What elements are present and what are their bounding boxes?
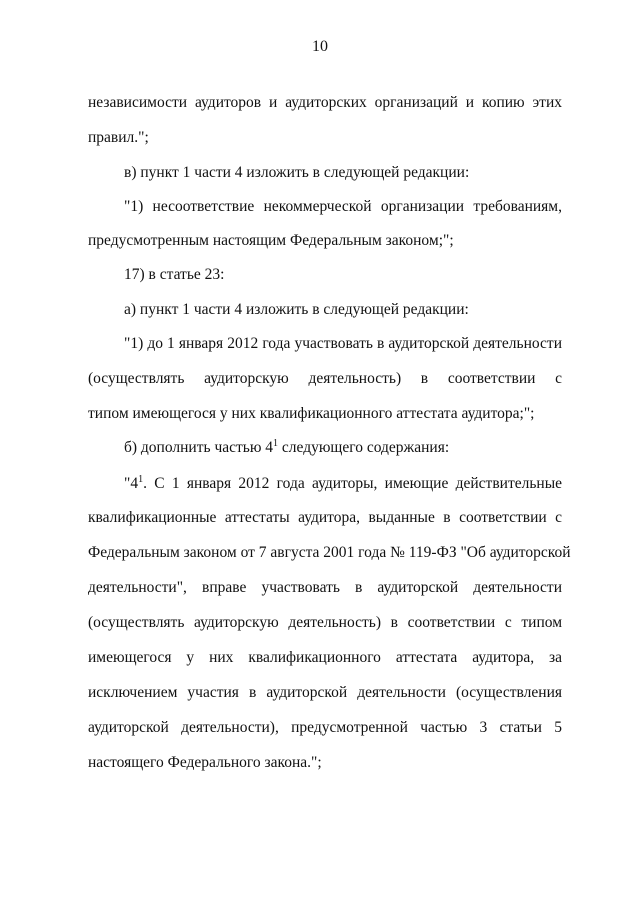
text-fragment: б) дополнить частью 4 bbox=[124, 439, 274, 456]
text-line: типом имеющегося у них квалификационного аттестата аудитора;"; bbox=[88, 405, 535, 422]
text-fragment: "4 bbox=[124, 475, 139, 492]
text-line bbox=[124, 474, 562, 494]
text-line: квалификационные аттестаты аудитора, выданные в соответствии с bbox=[88, 509, 562, 526]
text-fragment: . С 1 января 2012 года аудиторы, имеющие действительные bbox=[143, 475, 562, 492]
text-line: Федеральным законом от 7 августа 2001 года № 119-ФЗ "Об аудиторской bbox=[88, 544, 571, 561]
text-line: 17) в статье 23: bbox=[124, 266, 225, 283]
text-line: (осуществлять аудиторскую деятельность) в соответствии с типом bbox=[88, 614, 562, 631]
text-line: независимости аудиторов и аудиторских организаций и копию этих bbox=[88, 94, 562, 111]
text-line: предусмотренным настоящим Федеральным законом;"; bbox=[88, 232, 454, 249]
text-line: правил."; bbox=[88, 129, 149, 146]
text-line: имеющегося у них квалификационного аттестата аудитора, за bbox=[88, 649, 562, 666]
text-line: деятельности", вправе участвовать в аудиторской деятельности bbox=[88, 579, 562, 596]
text-fragment: следующего содержания: bbox=[278, 439, 450, 456]
text-line: в) пункт 1 части 4 изложить в следующей редакции: bbox=[124, 164, 470, 181]
text-line bbox=[124, 438, 562, 458]
text-line: а) пункт 1 части 4 изложить в следующей редакции: bbox=[124, 301, 469, 318]
text-line: аудиторской деятельности), предусмотренной частью 3 статьи 5 bbox=[88, 719, 562, 736]
text-fragment-group bbox=[124, 474, 143, 494]
superscript: 1 bbox=[273, 438, 279, 449]
text-line: настоящего Федерального закона."; bbox=[88, 754, 322, 771]
text-line: "1) до 1 января 2012 года участвовать в аудиторской деятельности bbox=[124, 335, 562, 352]
text-line: "1) несоответствие некоммерческой организации требованиям, bbox=[124, 198, 562, 215]
superscript: 1 bbox=[138, 474, 144, 485]
page-number: 10 bbox=[312, 38, 328, 55]
text-line: исключением участия в аудиторской деятельности (осуществления bbox=[88, 684, 562, 701]
text-line: (осуществлять аудиторскую деятельность) в соответствии с bbox=[88, 370, 562, 387]
